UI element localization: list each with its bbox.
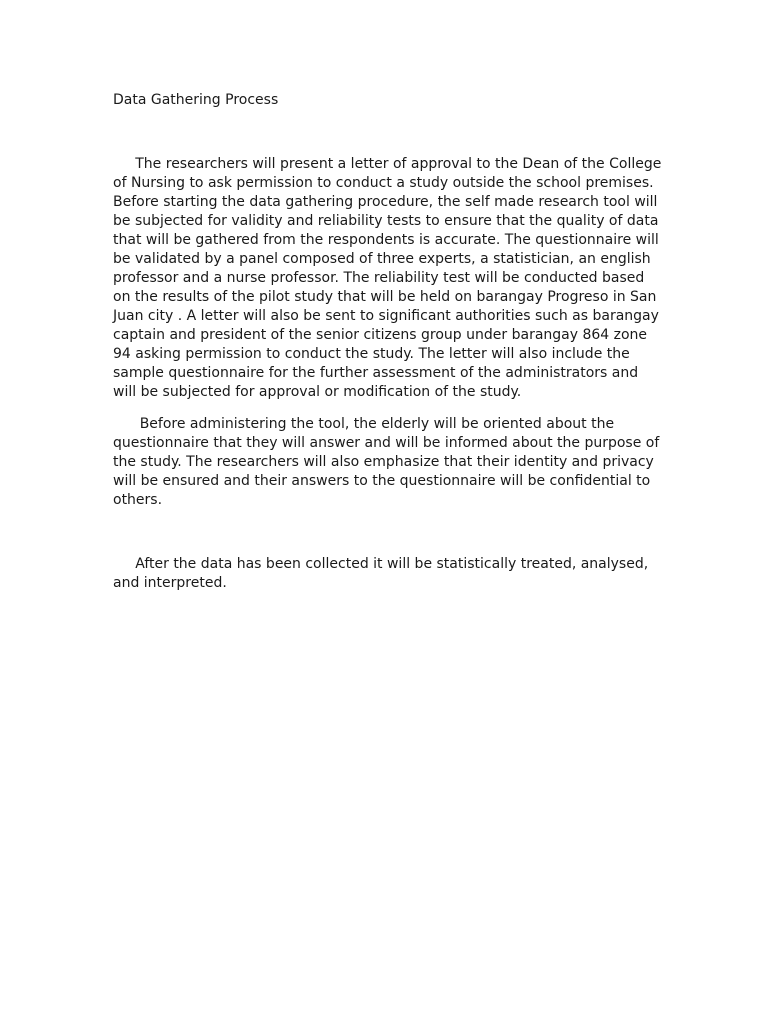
paragraph-line: and interpreted. — [113, 575, 227, 591]
paragraph-line: The researchers will present a letter of approval to the Dean of the College — [113, 156, 662, 172]
paragraph-line: others. — [113, 492, 163, 508]
paragraph-line: Before starting the data gathering procedure, the self made research tool will — [113, 194, 658, 210]
paragraph-line: will be ensured and their answers to the questionnaire will be confidential to — [113, 473, 651, 489]
paragraph-line: the study. The researchers will also emphasize that their identity and privacy — [113, 454, 654, 470]
paragraph-line: questionnaire that they will answer and will be informed about the purpose of — [113, 435, 660, 451]
paragraph-line: sample questionnaire for the further assessment of the administrators and — [113, 365, 639, 381]
paragraph-data-treatment — [113, 555, 648, 593]
paragraph-line: be subjected for validity and reliability tests to ensure that the quality of data — [113, 213, 659, 229]
paragraph-line: will be subjected for approval or modification of the study. — [113, 384, 522, 400]
paragraph-line: professor and a nurse professor. The reliability test will be conducted based — [113, 270, 645, 286]
document-title: Data Gathering Process — [113, 92, 279, 108]
paragraph-line: Before administering the tool, the elderly will be oriented about the — [113, 416, 615, 432]
paragraph-line: captain and president of the senior citizens group under barangay 864 zone — [113, 327, 648, 343]
paragraph-line: be validated by a panel composed of three experts, a statistician, an english — [113, 251, 651, 267]
paragraph-orientation — [113, 415, 659, 510]
paragraph-line: on the results of the pilot study that will be held on barangay Progreso in San — [113, 289, 657, 305]
paragraph-line: Juan city . A letter will also be sent to significant authorities such as barangay — [113, 308, 659, 324]
paragraph-line: 94 asking permission to conduct the study. The letter will also include the — [113, 346, 630, 362]
paragraph-line: of Nursing to ask permission to conduct a study outside the school premises. — [113, 175, 654, 191]
paragraph-line: After the data has been collected it will be statistically treated, analysed, — [113, 556, 649, 572]
paragraph-line: that will be gathered from the respondents is accurate. The questionnaire will — [113, 232, 659, 248]
paragraph-approval-letter — [113, 155, 661, 402]
